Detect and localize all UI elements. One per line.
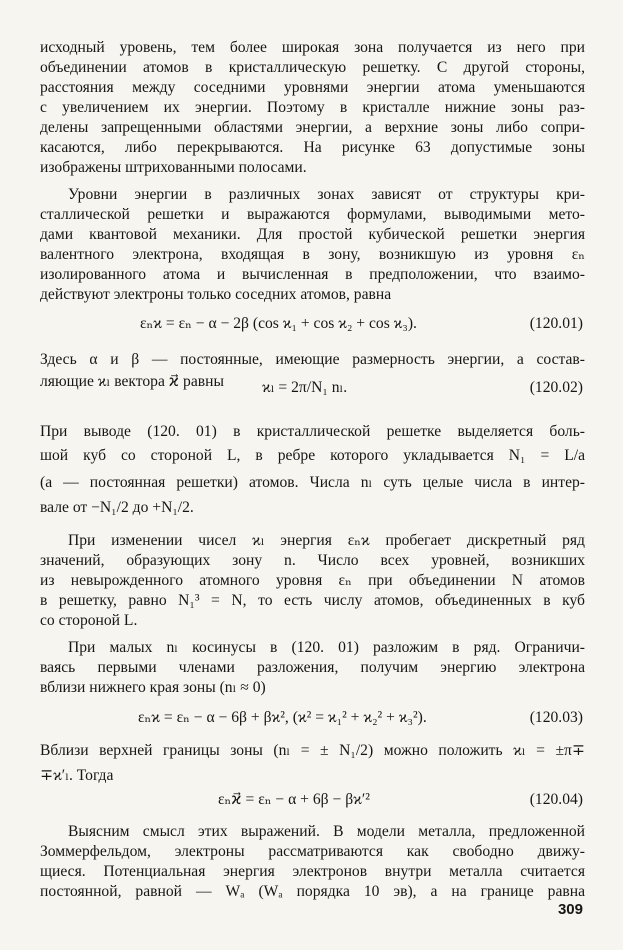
text-line: исходный уровень, тем более широкая зона получается из него при bbox=[40, 39, 585, 56]
text-line: При изменении чисел ϰₗ энергия εₙϰ пробегает дискретный ряд bbox=[68, 532, 585, 549]
equation-120-04: εₙϰ⃗ = εₙ − α + 6β − βϰ′² bbox=[218, 791, 370, 808]
text-line: изолированного атома и вычисленная в предположении, что взаимо- bbox=[40, 266, 585, 283]
text-line: сталлической решетки и выражаются формулами, выводимыми мето- bbox=[40, 206, 585, 223]
page-number: 309 bbox=[557, 901, 583, 918]
text-line: При выводе (120. 01) в кристаллической решетке выделяется боль- bbox=[40, 423, 585, 440]
text-line: Зоммерфельдом, электроны рассматриваются как свободно движу- bbox=[40, 843, 585, 860]
text-line: валентного электрона, входящая в зону, возникшую из уровня εₙ bbox=[40, 246, 585, 263]
text-line: со стороной L. bbox=[40, 612, 138, 629]
text-line: ляющие ϰₗ вектора ϰ⃗ равны bbox=[40, 373, 224, 390]
equation-120-03: εₙϰ = εₙ − α − 6β + βϰ², (ϰ² = ϰ₁² + ϰ₂² + ϰ₃²). bbox=[138, 709, 427, 726]
equation-number: (120.04) bbox=[529, 791, 583, 808]
text-line: с увеличением их энергии. Поэтому в кристалле нижние зоны раз- bbox=[40, 99, 585, 116]
text-line: расстояния между соседними уровнями энергии атома уменьшаются bbox=[40, 79, 585, 96]
text-line: Здесь α и β — постоянные, имеющие размерность энергии, а состав- bbox=[40, 351, 585, 368]
equation-120-02: ϰₗ = 2π/N₁ nₗ. bbox=[262, 379, 348, 396]
text-line: Выясним смысл этих выражений. В модели металла, предложенной bbox=[68, 823, 585, 840]
equation-120-01: εₙϰ = εₙ − α − 2β (cos ϰ₁ + cos ϰ₂ + cos ϰ₃). bbox=[140, 315, 417, 332]
equation-number: (120.02) bbox=[529, 379, 583, 396]
text-line: делены запрещенными областями энергии, а верхние зоны либо сопри- bbox=[40, 119, 585, 136]
text-line: в решетку, равно N₁³ = N, то есть числу атомов, объединенных в куб bbox=[40, 592, 585, 609]
text-line: щиеся. Потенциальная энергия электронов внутри металла считается bbox=[40, 863, 585, 880]
text-line: ∓ϰ′ₗ. Тогда bbox=[40, 767, 114, 784]
text-line: (a — постоянная решетки) атомов. Числа nₗ суть целые числа в интер- bbox=[40, 474, 585, 491]
text-line: действуют электроны только соседних атомов, равна bbox=[40, 286, 392, 303]
text-line: ваясь первыми членами разложения, получим энергию электрона bbox=[40, 659, 585, 676]
text-line: вблизи нижнего края зоны (nₗ ≈ 0) bbox=[40, 679, 266, 696]
text-line: Вблизи верхней границы зоны (nₗ = ± N₁/2) можно положить ϰₗ = ±π∓ bbox=[40, 742, 586, 759]
equation-number: (120.03) bbox=[529, 709, 583, 726]
text-line: изображены штрихованными полосами. bbox=[40, 159, 307, 176]
text-line: шой куб со стороной L, в ребре которого укладывается N₁ = L/a bbox=[40, 447, 585, 464]
text-line: вале от −N₁/2 до +N₁/2. bbox=[40, 499, 194, 516]
text-line: значений, образующих зону n. Число всех уровней, возникших bbox=[40, 552, 585, 569]
text-line: объединении атомов в кристаллическую решетку. С другой стороны, bbox=[40, 59, 585, 76]
text-line: При малых nₗ косинусы в (120. 01) разложим в ряд. Ограничи- bbox=[68, 639, 585, 656]
text-line: дами квантовой механики. Для простой кубической решетки энергия bbox=[40, 226, 585, 243]
text-line: Уровни энергии в различных зонах зависят от структуры кри- bbox=[68, 186, 585, 203]
text-line: постоянной, равной — Wₐ (Wₐ порядка 10 эв), а на границе равна bbox=[40, 883, 585, 900]
equation-number: (120.01) bbox=[529, 315, 583, 332]
text-line: из невырожденного атомного уровня εₙ при объединении N атомов bbox=[40, 572, 585, 589]
text-line: касаются, либо перекрываются. На рисунке 63 допустимые зоны bbox=[40, 139, 585, 156]
